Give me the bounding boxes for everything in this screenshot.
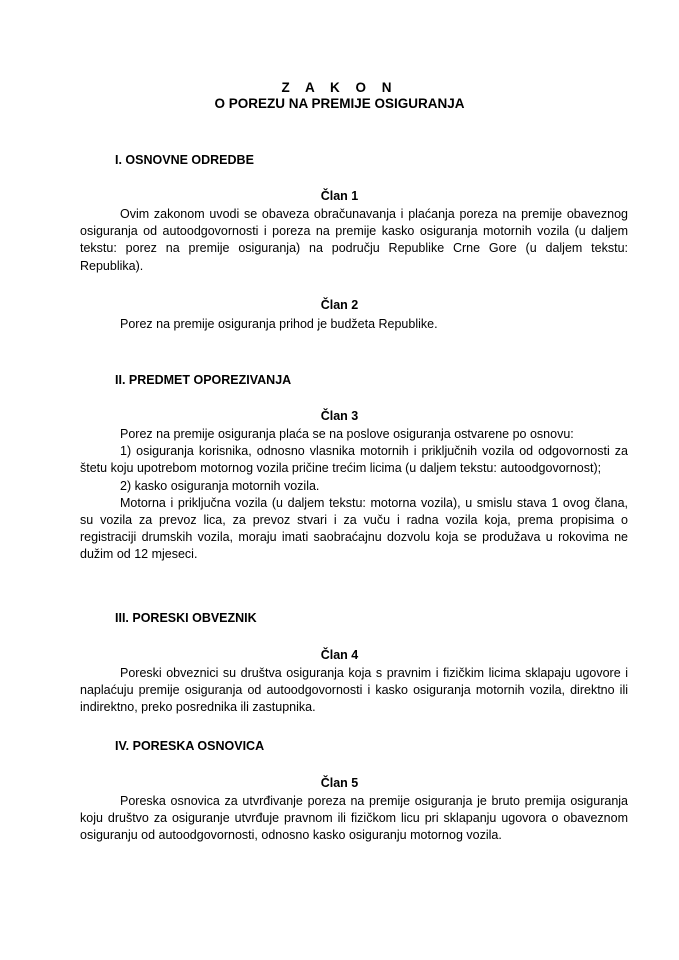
article-1-heading: Član 1 [320, 189, 359, 203]
article-3-paragraph-4: Motorna i priključna vozila (u daljem tekstu: motorna vozila), u smislu stava 1 ovog člana, su vozila za prevoz lica, za prevoz stvari i za vuču i radna vozila koja, prema propisima o registraciji drumskih vozila, moraju imati saobraćajnu dozvolu koja se produžava u rokovima ne dužim od 12 mjeseci. [80, 495, 628, 562]
article-3-paragraph-3: 2) kasko osiguranja motornih vozila. [120, 478, 320, 493]
section-heading-3: III. PORESKI OBVEZNIK [115, 611, 257, 625]
article-2-heading: Član 2 [320, 298, 359, 312]
article-1-paragraph: Ovim zakonom uvodi se obaveza obračunavanja i plaćanja poreza na premije obaveznog osiguranja od autoodgovornosti i poreza na premije kasko osiguranja motornih vozila (u daljem tekstu: porez na premije osiguranja) na području Republike Crne Gore (u daljem tekstu: Republika). [80, 207, 628, 273]
law-title: Z A K O N [281, 80, 398, 95]
article-2-text [80, 316, 628, 333]
article-1-text [80, 206, 628, 275]
article-4-heading: Član 4 [320, 648, 359, 662]
section-heading-1: I. OSNOVNE ODREDBE [115, 153, 254, 167]
article-5-text [80, 793, 628, 845]
article-3-text [80, 426, 628, 564]
law-subtitle: O POREZU NA PREMIJE OSIGURANJA [214, 96, 465, 111]
article-3-heading: Član 3 [320, 409, 359, 423]
section-heading-2: II. PREDMET OPOREZIVANJA [115, 373, 292, 387]
article-5-heading: Član 5 [320, 776, 359, 790]
article-4-paragraph: Poreski obveznici su društva osiguranja koja s pravnim i fizičkim licima sklapaju ugovore i naplaćuju premije osiguranja od autoodgovornosti i kasko osiguranja motornih vozila, direktno ili indirektno, preko posrednika ili zastupnika. [80, 666, 628, 715]
article-2-paragraph: Porez na premije osiguranja prihod je budžeta Republike. [120, 317, 438, 331]
article-4-text [80, 665, 628, 717]
article-5-paragraph: Poreska osnovica za utvrđivanje poreza na premije osiguranja je bruto premija osiguranja koju društvo za osiguranje utvrđuje pravnom ili fizičkom licu pri sklapanju ugovora o obaveznom osiguranju od autoodgovornosti, odnosno kasko osiguranju motornog vozila. [80, 794, 628, 843]
article-3-paragraph-2: 1) osiguranja korisnika, odnosno vlasnika motornih i priključnih vozila od odgovornosti za štetu koju upotrebom motornog vozila pričine trećim licima (u daljem tekstu: autoodgovornost); [80, 444, 628, 476]
section-heading-4: IV. PORESKA OSNOVICA [115, 739, 265, 753]
article-3-paragraph-1: Porez na premije osiguranja plaća se na poslove osiguranja ostvarene po osnovu: [120, 427, 574, 441]
